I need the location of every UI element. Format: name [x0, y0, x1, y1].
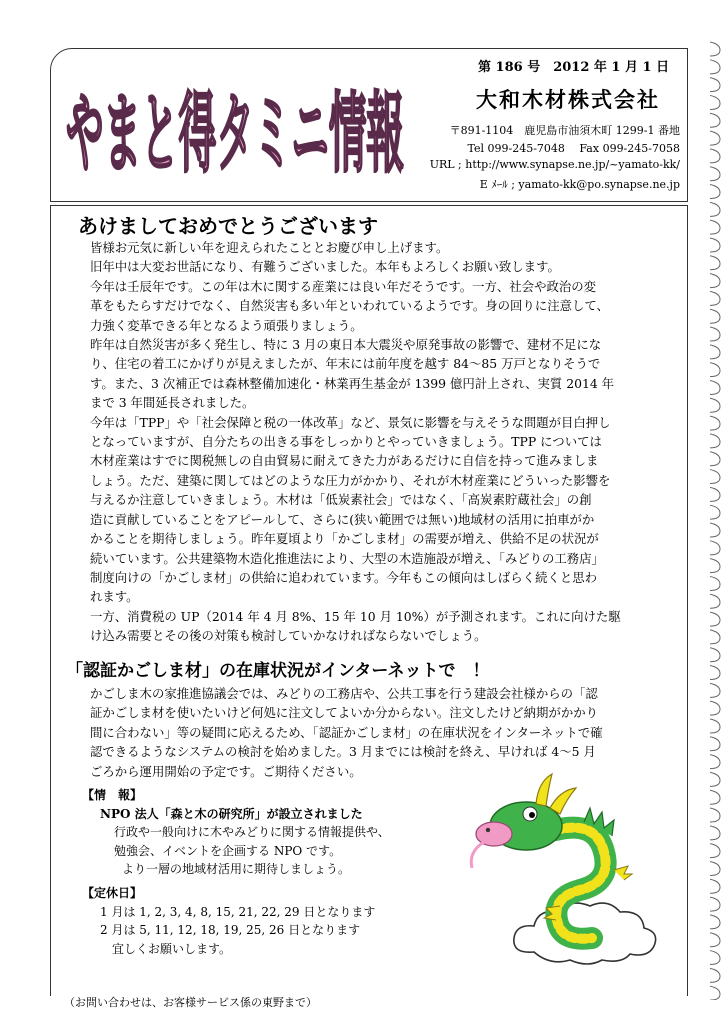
article-line: 造に貢献していることをアピールして、さらに(狭い範囲では無い)地域材の活用に拍車がか	[90, 511, 595, 527]
binding-ring	[710, 363, 720, 377]
binding-ring	[710, 755, 720, 769]
info-line: 行政や一般向けに木やみどりに関する情報提供や、	[114, 825, 390, 839]
binding-ring	[710, 274, 720, 288]
article-line: れます。	[90, 589, 139, 605]
holidays-january: 1 月は 1, 2, 3, 4, 8, 15, 21, 22, 29 日となります	[100, 904, 376, 919]
binding-ring	[710, 861, 720, 875]
binding-ring	[710, 594, 720, 608]
article-line: 革をもたらすだけでなく、自然災害も多い年といわれているようです。身の回りに注意して、	[90, 298, 609, 314]
masthead-logo	[60, 52, 410, 200]
binding-ring	[710, 648, 720, 662]
binding-ring	[710, 345, 720, 359]
dragon-nostril	[486, 828, 490, 832]
article-line: り、住宅の着工にかげりが見えましたが、年末には前年度を越す 84～85 万戸となりそうで	[90, 356, 601, 372]
article-line: 旧年中は大変お世話になり、有難うございました。本年もよろしくお願い致します。	[90, 259, 560, 275]
article-line: となっていますが、自分たちの出きる事をしっかりとやっていきましょう。TPP については	[90, 434, 602, 450]
binding-ring	[710, 167, 720, 181]
article-line: 与えるか注意していきましょう。木材は「低炭素社会」ではなく、「高炭素貯蔵社会」の創	[90, 492, 592, 508]
article-line: 皆様お元気に新しい年を迎えられたこととお慶び申し上げます。	[90, 240, 449, 255]
holidays-label: 【定休日】	[82, 886, 143, 900]
dragon-pupil	[529, 812, 535, 818]
article-line: 証かごしま材を使いたいけど何処に注文してよいか分からない。注文したけど納期がかかり	[90, 705, 599, 721]
binding-ring	[710, 416, 720, 430]
binding-ring	[710, 576, 720, 590]
binding-ring	[710, 879, 720, 893]
info-label: 【情 報】	[82, 788, 143, 802]
masthead-title-text: やまと得タミニ情報	[66, 83, 404, 185]
email-address[interactable]: E ﾒｰﾙ ; yamato-kk@po.synapse.ne.jp	[479, 178, 680, 191]
company-name: 大和木材株式会社	[476, 87, 660, 112]
info-title: NPO 法人「森と木の研究所」が設立されました	[100, 806, 363, 821]
website-url[interactable]: URL ; http://www.synapse.ne.jp/~yamato-kk/	[429, 158, 680, 171]
inventory-article	[90, 684, 684, 781]
binding-ring	[710, 505, 720, 519]
binding-ring	[710, 220, 720, 234]
holidays-february: 2 月は 5, 11, 12, 18, 19, 25, 26 日となります	[100, 923, 361, 937]
binding-ring	[710, 666, 720, 680]
binding-ring	[710, 701, 720, 715]
article-line: 木材産業はすでに関税無しの自由貿易に耐えてきた力があるだけに自信を持って進みましま	[90, 453, 599, 469]
binding-ring	[710, 327, 720, 341]
section-heading-inventory: 「認証かごしま材」の在庫状況がインターネットで ！	[66, 661, 490, 681]
contact-note: （お問い合わせは、お客様サービス係の東野まで）	[64, 996, 317, 1009]
dragon-claw	[614, 866, 632, 880]
dragon-horn	[536, 774, 552, 806]
article-line: 制度向けの「かごしま材」の供給に追われています。今年もこの傾向はしばらく続くと思わ	[90, 569, 598, 585]
issue-line: 第 186 号 2012 年 1 月 1 日	[478, 60, 670, 75]
postal-address: 〒891-1104 鹿児島市油須木町 1299-1 番地	[449, 124, 680, 137]
dragon-horn	[550, 788, 576, 814]
binding-ring	[710, 523, 720, 537]
binding-ring	[710, 951, 720, 965]
holidays-block	[82, 884, 375, 958]
article-line: かごしま木の家推進協議会では、みどりの工務店や、公共工事を行う建設会社様からの「認	[90, 686, 598, 701]
new-year-article	[90, 238, 684, 646]
info-line: より一層の地域材活用に期待しましょう。	[122, 862, 351, 876]
article-line: 間に合わない」等の疑問に応えるため、「認証かごしま材」の在庫状況をインターネットで確	[90, 724, 603, 740]
dragon-whisker	[471, 842, 484, 868]
holidays-closing: 宜しくお願いします。	[112, 941, 232, 956]
binding-ring	[710, 683, 720, 697]
binding-ring	[710, 291, 720, 305]
masthead-logo-graphic	[60, 52, 410, 200]
article-line: 今年は「TPP」や「社会保障と税の一体改革」など、景気に影響を与えそうな問題が目白押し	[90, 414, 611, 430]
binding-ring	[710, 612, 720, 626]
binding-ring	[710, 897, 720, 911]
binding-ring	[710, 933, 720, 947]
binding-ring	[710, 844, 720, 858]
binding-ring	[710, 131, 720, 145]
article-line: 力強く変革できる年となるよう頑張りましょう。	[90, 317, 363, 333]
article-line: け込み需要とその後の対策も検討していかなければならないでしょう。	[90, 628, 487, 644]
binding-ring	[710, 434, 720, 448]
ring-binding-graphic	[708, 38, 722, 1000]
article-line: 認できるようなシステムの検討を始めました。3 月までには検討を終え、早ければ 4～5 月	[90, 744, 596, 760]
dragon-icon	[464, 770, 696, 980]
article-line: 一方、消費税の UP（2014 年 4 月 8%、15 年 10 月 10%）が予測されます。これに向けた駆	[90, 608, 621, 624]
binding-ring	[710, 113, 720, 127]
binding-ring	[710, 470, 720, 484]
binding-ring	[710, 398, 720, 412]
binding-ring	[710, 719, 720, 733]
binding-ring	[710, 790, 720, 804]
binding-ring	[710, 737, 720, 751]
article-line: かることを期待しましょう。昨年夏頃より「かごしま材」の需要が増え、供給不足の状況が	[90, 531, 599, 547]
article-line: 昨年は自然災害が多く発生し、特に 3 月の東日本大震災や原発事故の影響で、建材不足にな	[90, 337, 602, 353]
info-line: 勉強会、イベントを企画する NPO です。	[114, 843, 342, 858]
binding-ring	[710, 149, 720, 163]
article-line: 続いています。公共建築物木造化推進法により、大型の木造施設が増え、「みどりの工務店」	[90, 550, 604, 566]
article-line: しょう。ただ、建築に関してはどのような圧力がかかり、それが木材産業にどういった影響を	[90, 472, 611, 488]
binding-ring	[710, 238, 720, 252]
binding-ring	[710, 95, 720, 109]
info-block	[82, 786, 390, 879]
article-line: ごろから運用開始の予定です。ご期待ください。	[90, 763, 362, 779]
binding-ring	[710, 772, 720, 786]
binding-ring	[710, 630, 720, 644]
binding-ring	[710, 185, 720, 199]
binding-ring	[710, 808, 720, 822]
binding-ring	[710, 60, 720, 74]
binding-ring	[710, 559, 720, 573]
binding-ring	[710, 986, 720, 1000]
binding-ring	[710, 541, 720, 555]
binding-ring	[710, 256, 720, 270]
article-line: す。また、3 次補正では森林整備加速化・林業再生基金が 1399 億円計上され、実質 2014 年	[90, 375, 615, 391]
article-line: 今年は壬辰年です。この年は木に関する産業には良い年だそうです。一方、社会や政治の変	[90, 278, 597, 294]
binding-ring	[710, 78, 720, 92]
binding-ring	[710, 309, 720, 323]
article-line: まで 3 年間延長されました。	[90, 395, 255, 411]
binding-ring	[710, 452, 720, 466]
section-heading-new-year: あけましておめでとうございます	[78, 214, 378, 238]
binding-ring	[710, 380, 720, 394]
binding-ring	[710, 826, 720, 840]
binding-ring	[710, 42, 720, 56]
dragon-illustration	[464, 770, 696, 980]
tel-fax: Tel 099-245-7048 Fax 099-245-7058	[467, 142, 680, 155]
binding-ring	[710, 487, 720, 501]
binding-ring	[710, 968, 720, 982]
binding-ring	[710, 202, 720, 216]
ring-binding	[708, 38, 722, 1000]
binding-ring	[710, 915, 720, 929]
